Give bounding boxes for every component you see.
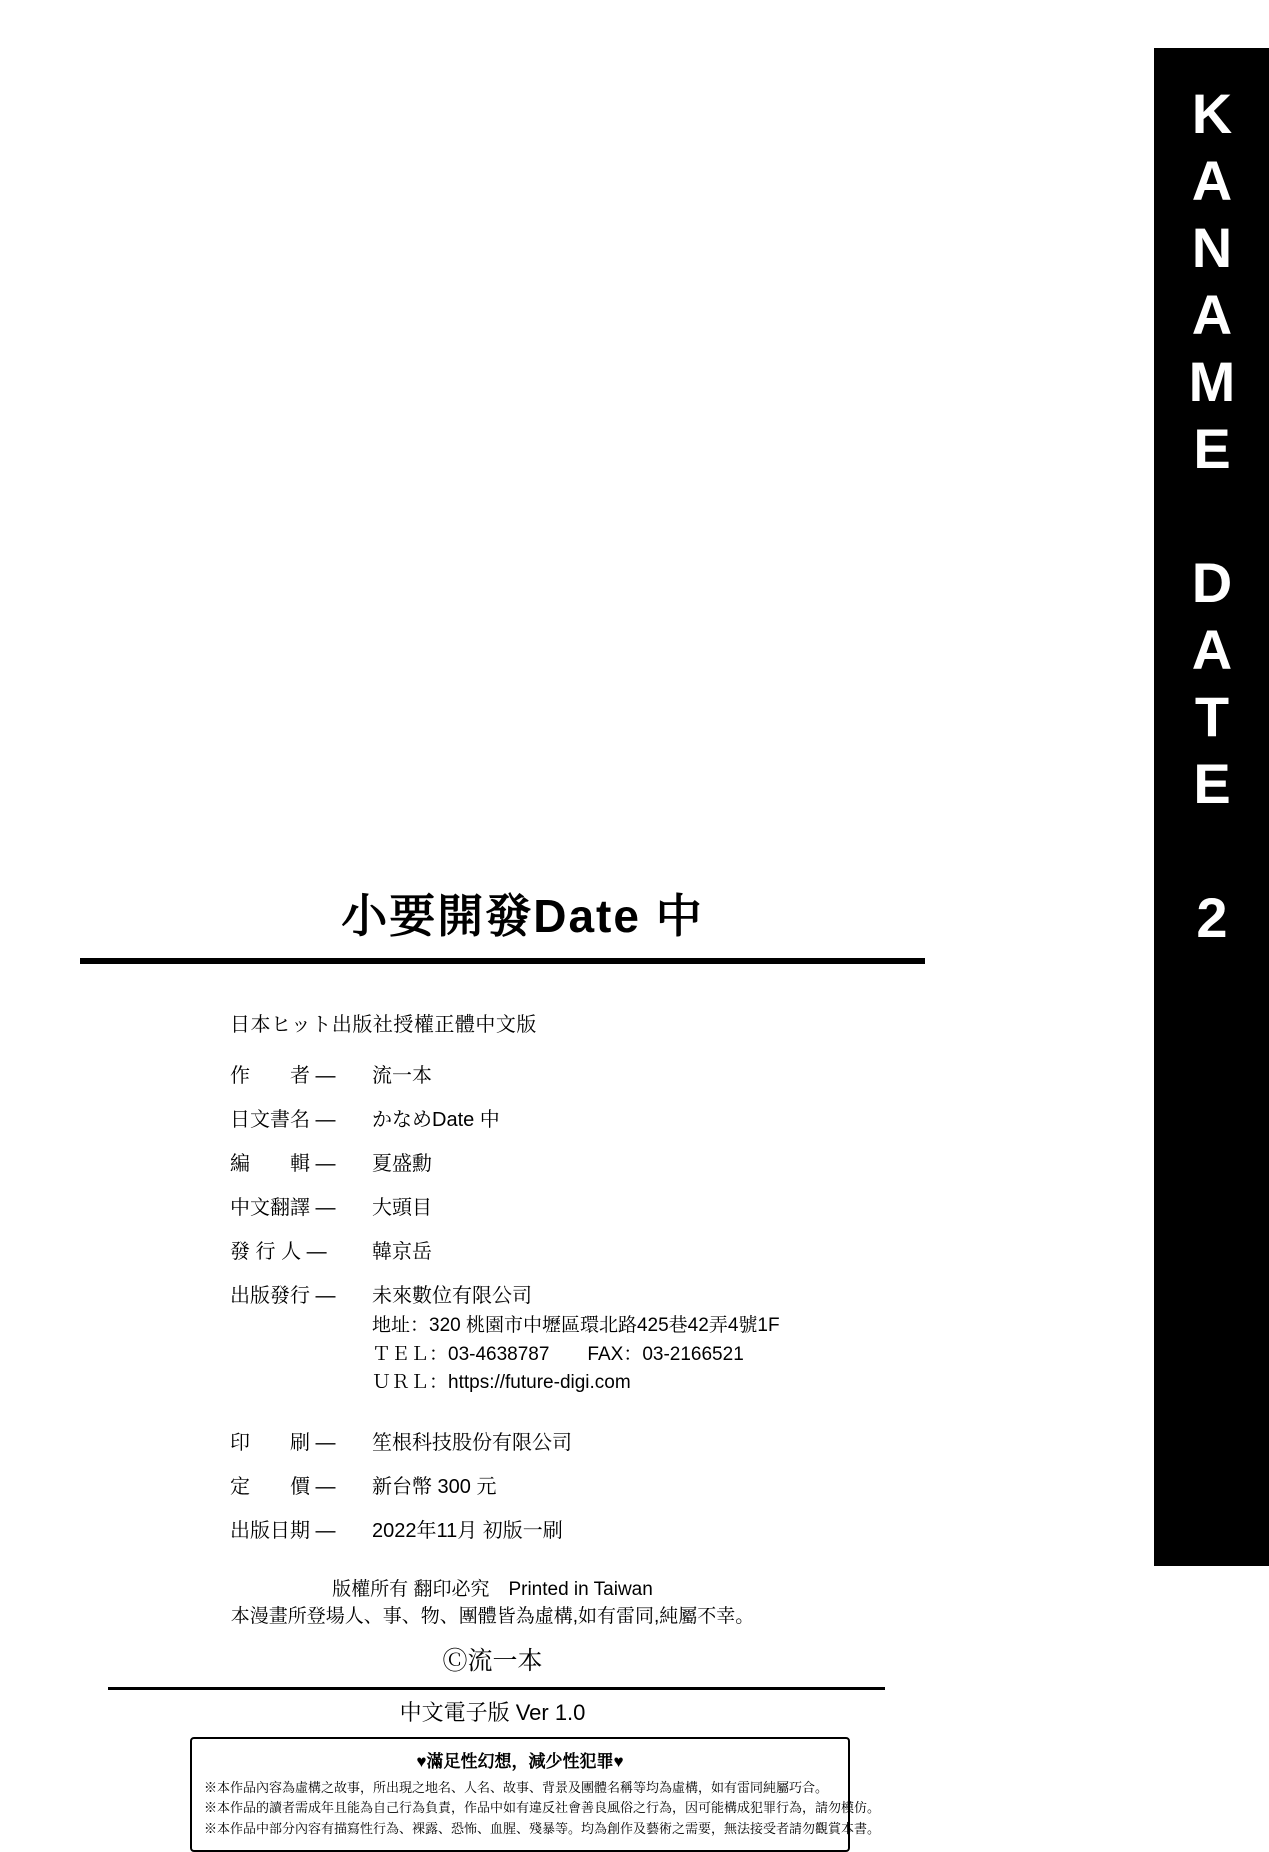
credit-label: 作 者 —	[230, 1065, 336, 1087]
credit-label: 發 行 人 —	[230, 1241, 327, 1263]
legal-line-2: 本漫畫所登場人、事、物、團體皆為虛構,如有雷同,純屬不幸。	[230, 1606, 755, 1628]
colophon-block	[80, 880, 925, 1852]
japanese-license-line: 日本ヒット出版社授權正體中文版	[230, 1014, 537, 1036]
table-row	[230, 1514, 780, 1558]
table-row	[230, 1059, 780, 1103]
credit-label: 出版發行 —	[230, 1285, 336, 1307]
credit-label: 印 刷 —	[230, 1431, 336, 1454]
content-warning-box	[190, 1737, 881, 1852]
credit-value: 夏盛勳	[372, 1153, 432, 1175]
publisher-url[interactable]: ＵＲＬ：https://future-digi.com	[372, 1372, 631, 1393]
table-row	[230, 1191, 780, 1235]
credits-table	[230, 1059, 780, 1558]
content-warning-line: ※本作品內容為虛構之故事，所出現之地名、人名、故事、背景及團體名稱等均為虛構，如有雷同純屬巧合。	[204, 1779, 829, 1795]
title-divider	[80, 958, 925, 964]
credit-label: 編 輯 —	[230, 1153, 336, 1175]
content-warning-line: ※本作品的讀者需成年且能為自己行為負責，作品中如有違反社會善良風俗之行為，因可能構成犯罪行為，請勿模仿。	[204, 1800, 881, 1816]
credit-value	[350, 1279, 780, 1426]
credit-value: 流一本	[372, 1065, 432, 1087]
table-row	[230, 1235, 780, 1279]
credit-label: 定 價 —	[230, 1475, 336, 1498]
spine-title: KANAME DATE 2	[1180, 82, 1244, 953]
credit-label: 出版日期 —	[230, 1519, 336, 1542]
table-row	[230, 1426, 780, 1470]
table-row	[230, 1103, 780, 1147]
copyright-line: Ⓒ流一本	[442, 1646, 543, 1675]
credit-value: かなめDate 中	[372, 1109, 500, 1131]
page-title: 小要開發Date 中	[341, 890, 704, 942]
publisher-contact	[372, 1312, 780, 1398]
credit-label: 日文書名 —	[230, 1109, 336, 1131]
credit-value: 笙根科技股份有限公司	[372, 1431, 572, 1454]
content-warning-line: ※本作品中部分內容有描寫性行為、裸露、恐怖、血腥、殘暴等。均為創作及藝術之需要，無法接受者請勿觀賞本書。	[204, 1821, 881, 1837]
publisher-name: 未來數位有限公司	[372, 1285, 532, 1307]
publisher-address: 地址：320 桃園市中壢區環北路425巷42弄4號1F	[372, 1315, 780, 1336]
footer-divider	[108, 1687, 885, 1690]
legal-line-1: 版權所有 翻印必究 Printed in Taiwan	[332, 1578, 653, 1600]
legal-notice	[80, 1576, 925, 1631]
table-row	[230, 1147, 780, 1191]
credit-value: 新台幣 300 元	[372, 1475, 497, 1498]
content-warning-heading: ♥滿足性幻想，減少性犯罪♥	[416, 1751, 624, 1771]
credit-value: 大頭目	[372, 1197, 432, 1219]
credit-label: 中文翻譯 —	[230, 1197, 336, 1219]
version-line: 中文電子版 Ver 1.0	[399, 1699, 586, 1725]
table-row	[230, 1470, 780, 1514]
credit-value: 韓京岳	[372, 1241, 432, 1263]
table-row	[230, 1279, 780, 1426]
credit-value: 2022年11月 初版一刷	[372, 1519, 563, 1542]
spine-band	[1154, 48, 1269, 1566]
publisher-phone: ＴＥＬ：03-4638787 FAX：03-2166521	[372, 1343, 744, 1365]
